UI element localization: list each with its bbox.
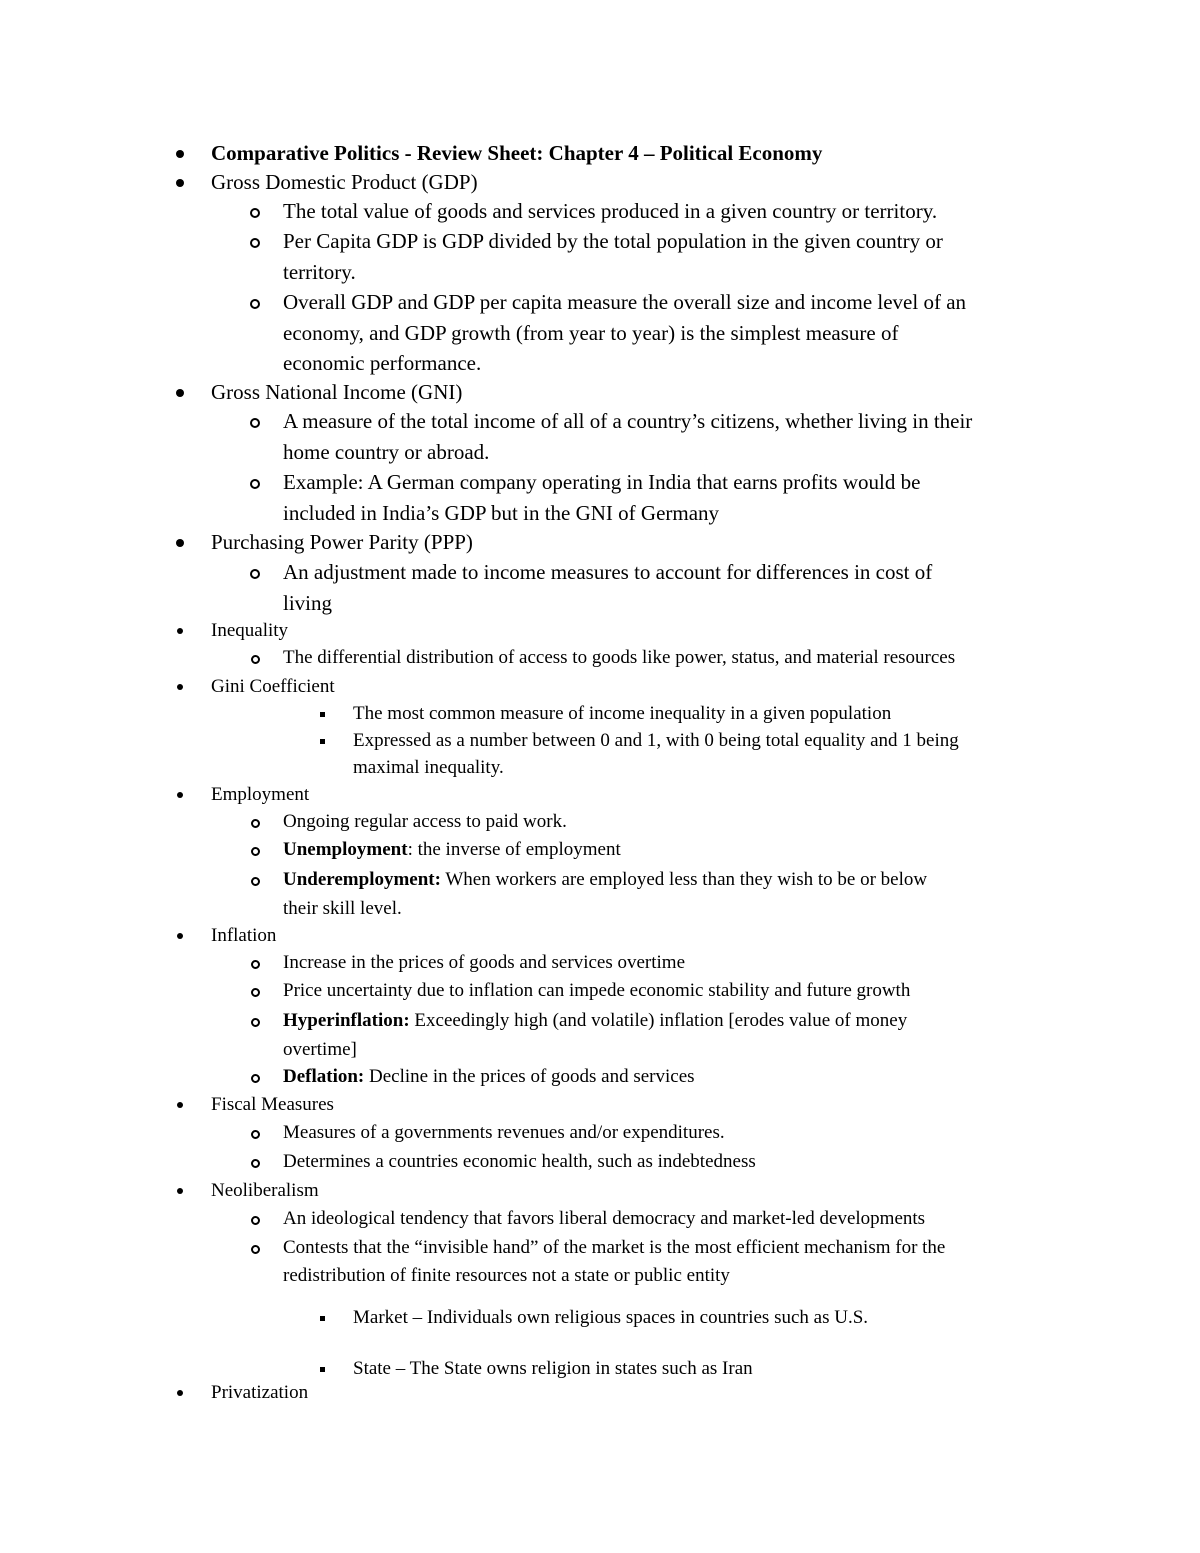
neoliberalism-definition: An ideological tendency that favors liberal democracy and market-led developments bbox=[283, 1208, 926, 1229]
bullet-circle-icon bbox=[251, 960, 260, 969]
inflation-uncertainty: Price uncertainty due to inflation can impede economic stability and future growth bbox=[283, 980, 911, 1001]
neoliberalism-contest-line-1: Contests that the “invisible hand” of the market is the most efficient mechanism for the bbox=[283, 1237, 946, 1258]
bullet-circle-icon bbox=[251, 877, 260, 886]
bullet-disc-icon bbox=[177, 933, 183, 939]
bullet-circle-icon bbox=[251, 655, 260, 664]
bullet-circle-icon bbox=[251, 988, 260, 997]
neoliberalism-contest-line-2: redistribution of finite resources not a state or public entity bbox=[283, 1265, 730, 1286]
ppp-heading: Purchasing Power Parity (PPP) bbox=[211, 530, 473, 554]
bullet-circle-icon bbox=[250, 569, 260, 579]
underemployment-line-1 bbox=[283, 869, 927, 891]
bullet-disc-icon bbox=[176, 389, 184, 397]
deflation-line bbox=[283, 1066, 695, 1088]
neoliberalism-heading: Neoliberalism bbox=[211, 1180, 319, 1201]
bullet-circle-icon bbox=[251, 1159, 260, 1168]
hyperinflation-definition: Exceedingly high (and volatile) inflation [erodes value of money bbox=[409, 1010, 908, 1031]
gini-item-1: The most common measure of income inequality in a given population bbox=[353, 703, 892, 724]
deflation-definition: Decline in the prices of goods and services bbox=[364, 1066, 695, 1087]
underemployment-definition: When workers are employed less than they wish to be or below bbox=[440, 869, 928, 890]
inequality-heading: Inequality bbox=[211, 620, 289, 641]
gini-heading: Gini Coefficient bbox=[211, 676, 335, 697]
underemployment-term: Underemployment: bbox=[283, 869, 441, 890]
hyperinflation-term: Hyperinflation: bbox=[283, 1010, 410, 1031]
bullet-circle-icon bbox=[251, 1130, 260, 1139]
gni-definition-line-1: A measure of the total income of all of a country’s citizens, whether living in their bbox=[283, 409, 973, 433]
gini-item-2-line-2: maximal inequality. bbox=[353, 757, 504, 778]
employment-heading: Employment bbox=[211, 784, 310, 805]
bullet-disc-icon bbox=[176, 150, 184, 158]
gni-definition-line-2: home country or abroad. bbox=[283, 440, 490, 464]
gini-item-2-line-1: Expressed as a number between 0 and 1, with 0 being total equality and 1 being bbox=[353, 730, 959, 751]
bullet-circle-icon bbox=[251, 1216, 260, 1225]
gdp-per-capita-line-2: territory. bbox=[283, 260, 356, 284]
inflation-definition: Increase in the prices of goods and services overtime bbox=[283, 952, 686, 973]
bullet-circle-icon bbox=[251, 1018, 260, 1027]
bullet-disc-icon bbox=[177, 1390, 183, 1396]
gdp-overall-line-3: economic performance. bbox=[283, 351, 482, 375]
bullet-square-icon bbox=[320, 712, 325, 717]
fiscal-definition: Measures of a governments revenues and/or expenditures. bbox=[283, 1122, 725, 1143]
bullet-circle-icon bbox=[251, 1245, 260, 1254]
bullet-circle-icon bbox=[251, 847, 260, 856]
fiscal-heading: Fiscal Measures bbox=[211, 1094, 334, 1115]
gni-heading: Gross National Income (GNI) bbox=[211, 380, 463, 404]
bullet-circle-icon bbox=[250, 238, 260, 248]
bullet-disc-icon bbox=[177, 1188, 183, 1194]
fiscal-health: Determines a countries economic health, such as indebtedness bbox=[283, 1151, 756, 1172]
bullet-disc-icon bbox=[177, 792, 183, 798]
page-title: Comparative Politics - Review Sheet: Chapter 4 – Political Economy bbox=[211, 141, 823, 165]
hyperinflation-line-1 bbox=[283, 1010, 907, 1032]
unemployment-term: Unemployment bbox=[283, 839, 408, 860]
bullet-circle-icon bbox=[250, 208, 260, 218]
bullet-disc-icon bbox=[177, 1102, 183, 1108]
gdp-overall-line-2: economy, and GDP growth (from year to year) is the simplest measure of bbox=[283, 321, 899, 345]
deflation-term: Deflation: bbox=[283, 1066, 365, 1087]
bullet-disc-icon bbox=[177, 628, 183, 634]
employment-definition: Ongoing regular access to paid work. bbox=[283, 811, 567, 832]
bullet-square-icon bbox=[320, 1367, 325, 1372]
bullet-square-icon bbox=[320, 739, 325, 744]
inflation-heading: Inflation bbox=[211, 925, 277, 946]
bullet-circle-icon bbox=[251, 819, 260, 828]
bullet-circle-icon bbox=[251, 1074, 260, 1083]
ppp-definition-line-2: living bbox=[283, 591, 333, 615]
gni-example-line-1: Example: A German company operating in India that earns profits would be bbox=[283, 470, 921, 494]
gdp-overall-line-1: Overall GDP and GDP per capita measure the overall size and income level of an bbox=[283, 290, 967, 314]
bullet-circle-icon bbox=[250, 479, 260, 489]
bullet-disc-icon bbox=[176, 539, 184, 547]
inequality-definition: The differential distribution of access to goods like power, status, and material resources bbox=[283, 647, 956, 668]
gni-example-line-2: included in India’s GDP but in the GNI of Germany bbox=[283, 501, 720, 525]
bullet-square-icon bbox=[320, 1316, 325, 1321]
underemployment-line-2: their skill level. bbox=[283, 898, 402, 919]
bullet-circle-icon bbox=[250, 299, 260, 309]
hyperinflation-line-2: overtime] bbox=[283, 1039, 357, 1060]
bullet-disc-icon bbox=[176, 179, 184, 187]
neoliberalism-state: State – The State owns religion in states such as Iran bbox=[353, 1358, 753, 1379]
gdp-per-capita-line-1: Per Capita GDP is GDP divided by the total population in the given country or bbox=[283, 229, 943, 253]
ppp-definition-line-1: An adjustment made to income measures to account for differences in cost of bbox=[283, 560, 933, 584]
privatization-heading: Privatization bbox=[211, 1382, 309, 1403]
unemployment-definition: : the inverse of employment bbox=[407, 839, 621, 860]
gdp-heading: Gross Domestic Product (GDP) bbox=[211, 170, 478, 194]
bullet-circle-icon bbox=[250, 418, 260, 428]
bullet-disc-icon bbox=[177, 684, 183, 690]
gdp-definition: The total value of goods and services produced in a given country or territory. bbox=[283, 199, 938, 223]
neoliberalism-market: Market – Individuals own religious spaces in countries such as U.S. bbox=[353, 1307, 869, 1328]
unemployment-line bbox=[283, 839, 621, 861]
